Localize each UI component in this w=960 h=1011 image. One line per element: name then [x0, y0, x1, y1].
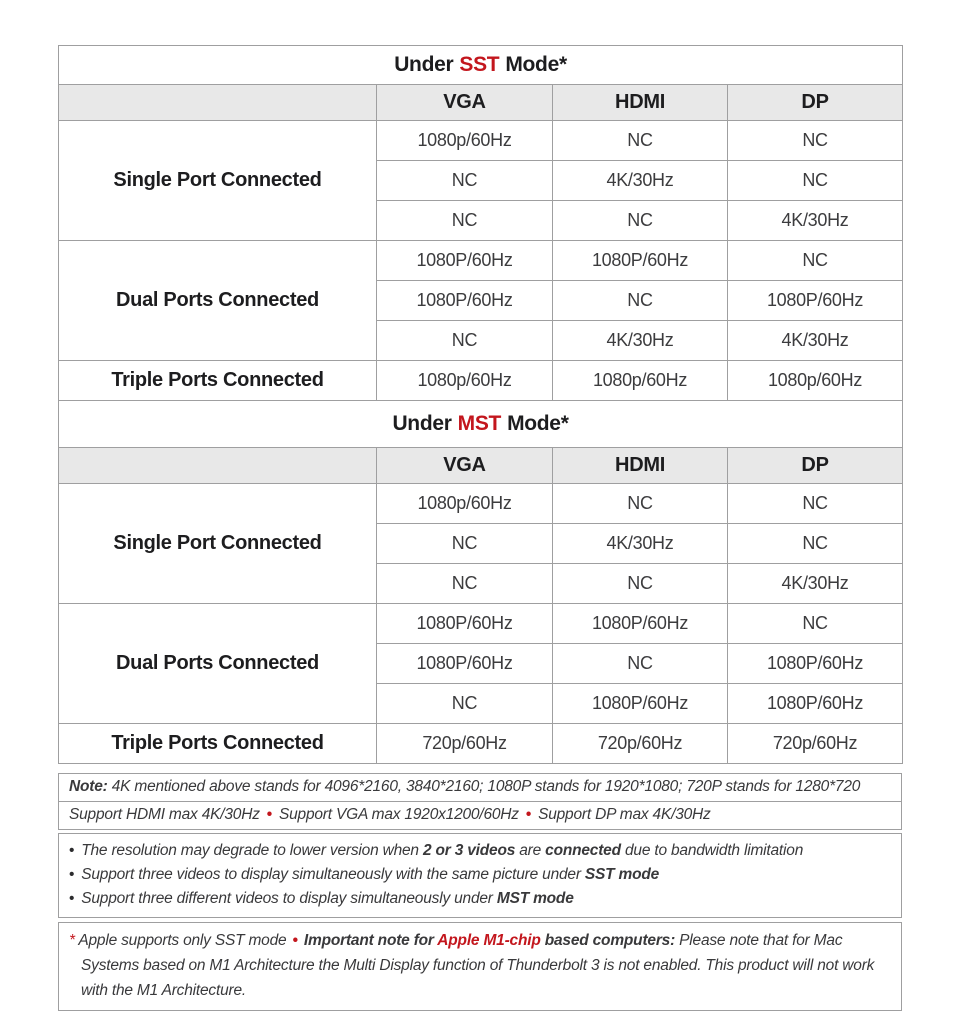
apple-text-plain: Apple supports only SST mode	[74, 932, 291, 949]
column-header-dp: DP	[728, 448, 903, 484]
bullet-dot-icon: •	[69, 890, 75, 907]
resolution-value-cell: NC	[553, 201, 728, 241]
title-mode-mst: MST	[457, 412, 502, 435]
footnote-asterisk: *	[69, 932, 75, 949]
resolution-value-cell: NC	[728, 524, 903, 564]
sst-header-row	[59, 85, 903, 121]
resolution-value-cell: 1080P/60Hz	[728, 684, 903, 724]
section-title-sst	[59, 46, 903, 85]
corner-cell	[59, 448, 377, 484]
apple-note-text	[69, 928, 891, 1003]
support-dp: Support DP max 4K/30Hz	[538, 806, 711, 823]
bullet-text: Support three videos to display simultaneously with the same picture under	[81, 866, 585, 883]
bullet-text: due to bandwidth limitation	[620, 842, 804, 859]
bullet-text-bold: SST mode	[584, 866, 660, 883]
resolution-value-cell: 4K/30Hz	[553, 321, 728, 361]
table-row	[59, 121, 903, 161]
bullet-text: Support three different videos to display simultaneously under	[81, 890, 497, 907]
row-group-label-single: Single Port Connected	[59, 121, 377, 241]
resolution-value-cell: 4K/30Hz	[553, 524, 728, 564]
resolution-value-cell: 1080P/60Hz	[377, 604, 553, 644]
resolution-value-cell: NC	[728, 604, 903, 644]
resolution-value-cell: NC	[553, 564, 728, 604]
resolution-value-cell: 1080P/60Hz	[728, 281, 903, 321]
resolution-value-cell: NC	[377, 321, 553, 361]
apple-text-plain: Please note that for Mac Systems based on M1 Architecture the Multi Display function of Thunderbolt 3 is not enabled. This product will not work with the M1 Architecture.	[81, 932, 875, 999]
note-label: Note:	[69, 778, 108, 795]
title-pre: Under	[392, 412, 452, 435]
resolution-value-cell: 720p/60Hz	[553, 724, 728, 764]
table-row	[59, 724, 903, 764]
resolution-value-cell: 4K/30Hz	[553, 161, 728, 201]
resolution-value-cell: 4K/30Hz	[728, 321, 903, 361]
resolution-value-cell: 720p/60Hz	[728, 724, 903, 764]
mst-title-row	[59, 401, 903, 448]
resolution-value-cell: NC	[553, 281, 728, 321]
bullet-text-bold: MST mode	[496, 890, 574, 907]
bullet-text-bold: 2 or 3 videos	[422, 842, 516, 859]
bullet-text: are	[515, 842, 546, 859]
resolution-note	[59, 774, 901, 801]
resolution-value-cell: 1080p/60Hz	[553, 361, 728, 401]
apple-text-bold: Important note for	[299, 932, 438, 949]
row-group-label-triple: Triple Ports Connected	[59, 724, 377, 764]
separator-dot-icon: •	[525, 806, 532, 823]
resolution-value-cell: 1080p/60Hz	[728, 361, 903, 401]
row-group-label-dual: Dual Ports Connected	[59, 604, 377, 724]
apple-text-bold: based computers:	[540, 932, 676, 949]
row-group-label-single: Single Port Connected	[59, 484, 377, 604]
apple-note-box	[58, 922, 902, 1011]
bullet-text: The resolution may degrade to lower version when	[81, 842, 423, 859]
resolution-table	[58, 45, 903, 764]
bullet-note-sst	[69, 863, 891, 887]
bullet-dot-icon: •	[69, 842, 75, 859]
row-group-label-triple: Triple Ports Connected	[59, 361, 377, 401]
support-note	[59, 801, 901, 829]
bullet-note-bandwidth	[69, 839, 891, 863]
resolution-value-cell: 1080P/60Hz	[553, 684, 728, 724]
resolution-value-cell: NC	[553, 484, 728, 524]
support-hdmi: Support HDMI max 4K/30Hz	[69, 806, 260, 823]
resolution-value-cell: NC	[377, 201, 553, 241]
resolution-value-cell: 1080P/60Hz	[377, 644, 553, 684]
resolution-value-cell: 4K/30Hz	[728, 201, 903, 241]
resolution-value-cell: NC	[728, 161, 903, 201]
row-group-label-dual: Dual Ports Connected	[59, 241, 377, 361]
resolution-value-cell: 1080p/60Hz	[377, 484, 553, 524]
resolution-value-cell: 1080p/60Hz	[377, 121, 553, 161]
resolution-value-cell: NC	[728, 121, 903, 161]
separator-dot-icon: •	[266, 806, 272, 823]
resolution-value-cell: 4K/30Hz	[728, 564, 903, 604]
resolution-value-cell: 1080P/60Hz	[553, 604, 728, 644]
resolution-value-cell: 1080P/60Hz	[553, 241, 728, 281]
column-header-vga: VGA	[377, 448, 553, 484]
sst-title-row	[59, 46, 903, 85]
support-vga: Support VGA max 1920x1200/60Hz	[278, 806, 519, 823]
resolution-value-cell: 720p/60Hz	[377, 724, 553, 764]
resolution-value-cell: NC	[553, 121, 728, 161]
apple-m1-highlight: Apple M1-chip	[437, 932, 541, 949]
spec-sheet	[58, 45, 902, 1011]
resolution-value-cell: NC	[377, 564, 553, 604]
bullet-notes-box	[58, 833, 902, 918]
table-row	[59, 241, 903, 281]
bullet-note-mst	[69, 887, 891, 911]
resolution-value-cell: 1080P/60Hz	[377, 241, 553, 281]
title-mode-sst: SST	[459, 53, 500, 76]
resolution-value-cell: NC	[728, 484, 903, 524]
column-header-hdmi: HDMI	[553, 448, 728, 484]
resolution-value-cell: NC	[377, 684, 553, 724]
section-title-mst	[59, 401, 903, 448]
resolution-value-cell: 1080P/60Hz	[377, 281, 553, 321]
table-row	[59, 484, 903, 524]
title-post: Mode*	[505, 53, 567, 76]
corner-cell	[59, 85, 377, 121]
table-row	[59, 361, 903, 401]
separator-dot-icon: •	[292, 932, 298, 949]
resolution-value-cell: NC	[377, 161, 553, 201]
note-text: 4K mentioned above stands for 4096*2160, 3840*2160; 1080P stands for 1920*1080; 720P stands for 1280*720	[107, 778, 861, 795]
resolution-value-cell: NC	[377, 524, 553, 564]
note-support-box	[58, 773, 902, 830]
resolution-value-cell: 1080p/60Hz	[377, 361, 553, 401]
bullet-dot-icon: •	[69, 866, 75, 883]
title-pre: Under	[394, 53, 454, 76]
resolution-value-cell: NC	[553, 644, 728, 684]
column-header-vga: VGA	[377, 85, 553, 121]
mst-header-row	[59, 448, 903, 484]
column-header-dp: DP	[728, 85, 903, 121]
title-post: Mode*	[507, 412, 569, 435]
resolution-value-cell: 1080P/60Hz	[728, 644, 903, 684]
resolution-value-cell: NC	[728, 241, 903, 281]
bullet-text-bold: connected	[545, 842, 621, 859]
table-row	[59, 604, 903, 644]
column-header-hdmi: HDMI	[553, 85, 728, 121]
